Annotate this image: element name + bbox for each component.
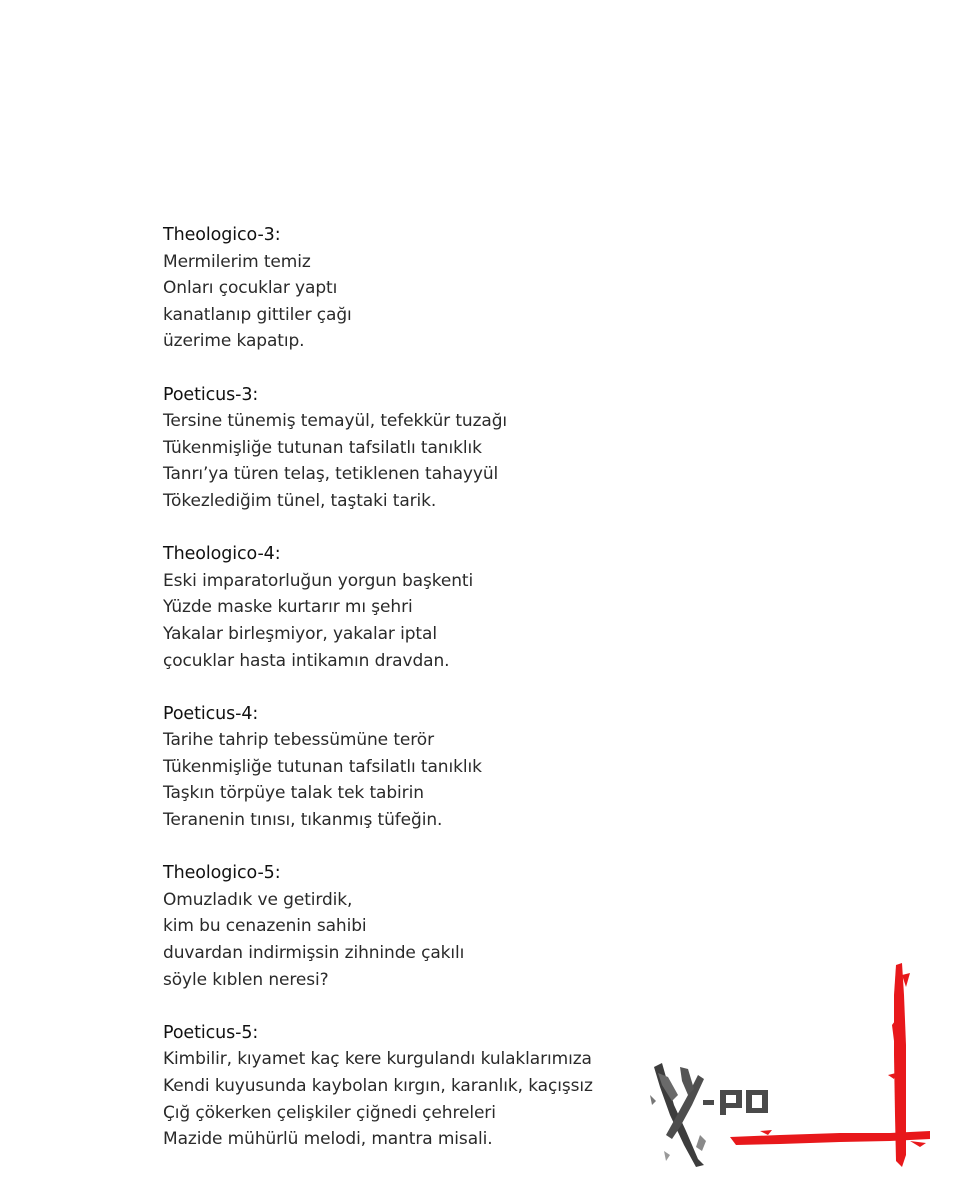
poem-line: Omuzladık ve getirdik, xyxy=(163,889,353,910)
xpo-logo xyxy=(640,955,940,1170)
stanza-title: Theologico-3: xyxy=(163,225,281,245)
poem-line: çocuklar hasta intikamın dravdan. xyxy=(163,650,450,671)
brush-x-mark xyxy=(650,1063,706,1167)
red-cross-mark xyxy=(730,963,930,1167)
poem-line: Taşkın törpüye talak tek tabirin xyxy=(163,783,424,804)
poem-line: Yüzde maske kurtarır mı şehri xyxy=(163,597,413,618)
poem-line: söyle kıblen neresi? xyxy=(163,969,329,990)
poem-line: Mazide mühürlü melodi, mantra misali. xyxy=(163,1129,493,1150)
stanza-theologico-3 xyxy=(163,222,763,355)
poem-line: Teranenin tınısı, tıkanmış tüfeğin. xyxy=(163,810,443,831)
poem-line: kim bu cenazenin sahibi xyxy=(163,916,367,937)
stanza-title: Theologico-5: xyxy=(163,863,281,884)
stanza-title: Poeticus-3: xyxy=(163,384,259,405)
stanza-title: Theologico-4: xyxy=(163,544,281,565)
stanza-title: Poeticus-4: xyxy=(163,703,259,724)
poem-line: Tanrı’ya türen telaş, tetiklenen tahayyül xyxy=(163,464,499,485)
poem-line: Kendi kuyusunda kaybolan kırgın, karanlık, kaçışsız xyxy=(163,1076,593,1096)
poem-line: kanatlanıp gittiler çağı xyxy=(163,304,352,325)
poem-line: üzerime kapatıp. xyxy=(163,331,305,352)
stanza-poeticus-3 xyxy=(163,382,763,515)
poem-line: Mermilerim temiz xyxy=(163,251,311,272)
poem-line: Çığ çökerken çelişkiler çiğnedi çehreleri xyxy=(163,1102,496,1123)
stanza-title: Poeticus-5: xyxy=(163,1022,259,1043)
poem-line: Kimbilir, kıyamet kaç kere kurgulandı kulaklarımıza xyxy=(163,1049,592,1070)
poem-line: Tersine tünemiş temayül, tefekkür tuzağı xyxy=(163,411,508,432)
poem-line: Eski imparatorluğun yorgun başkenti xyxy=(163,570,474,591)
poem-line: Tökezlediğim tünel, taştaki tarik. xyxy=(163,490,437,511)
poem-line: duvardan indirmişsin zihninde çakılı xyxy=(163,943,465,964)
poem-line: Tükenmişliğe tutunan tafsilatlı tanıklık xyxy=(163,437,482,458)
poem-line: Tükenmişliğe tutunan tafsilatlı tanıklık xyxy=(163,756,482,777)
po-lettering xyxy=(703,1090,768,1115)
stanza-theologico-4 xyxy=(163,541,763,674)
poem-line: Tarihe tahrip tebessümüne terör xyxy=(163,730,434,751)
stanza-poeticus-4 xyxy=(163,701,763,834)
poem-line: Yakalar birleşmiyor, yakalar iptal xyxy=(163,623,437,644)
poem-line: Onları çocuklar yaptı xyxy=(163,278,338,299)
